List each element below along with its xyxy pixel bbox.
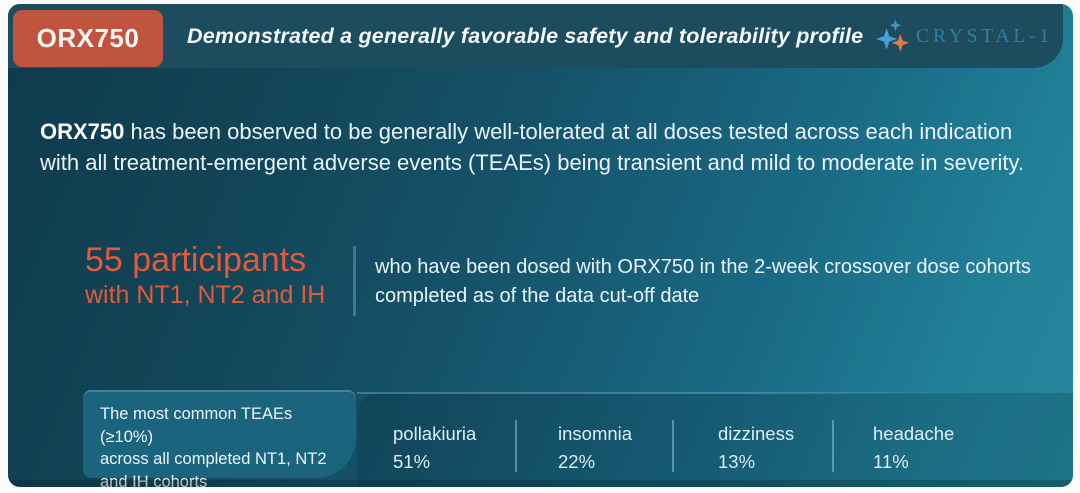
stat-name: headache bbox=[873, 423, 955, 444]
stat-divider bbox=[832, 420, 834, 472]
header-band bbox=[8, 4, 1063, 68]
teae-label-line-1: The most common TEAEs (≥10%) bbox=[100, 405, 293, 446]
crystal-logo-text: CRYSTAL-1 bbox=[916, 24, 1053, 47]
stat-insomnia bbox=[558, 420, 632, 476]
stat-name: insomnia bbox=[558, 423, 633, 444]
teae-label-line-2: across all completed NT1, NT2 bbox=[100, 450, 327, 468]
stat-dizziness bbox=[718, 420, 794, 476]
stat-value: 22% bbox=[558, 451, 596, 472]
stat-name: dizziness bbox=[718, 423, 795, 444]
participants-description-line-2: completed as of the data cut-off date bbox=[375, 284, 700, 307]
participants-description-line-1: who have been dosed with ORX750 in the 2-week crossover dose cohorts bbox=[375, 256, 1031, 278]
sparkle-icon bbox=[874, 17, 911, 55]
product-badge bbox=[13, 10, 163, 67]
stat-divider bbox=[515, 420, 517, 472]
stat-value: 13% bbox=[718, 451, 756, 472]
intro-lead: ORX750 bbox=[40, 119, 125, 144]
product-badge-label: ORX750 bbox=[36, 23, 140, 53]
participants-divider bbox=[353, 246, 356, 316]
stat-value: 11% bbox=[873, 451, 909, 472]
stat-value: 51% bbox=[393, 451, 431, 472]
slide-canvas bbox=[8, 4, 1073, 487]
intro-paragraph bbox=[40, 116, 1040, 178]
slide-title: Demonstrated a generally favorable safety and tolerability profile bbox=[187, 23, 864, 48]
participants-cohorts: with NT1, NT2 and IH bbox=[85, 281, 326, 309]
stat-headache bbox=[873, 420, 954, 476]
crystal-logo bbox=[874, 4, 1053, 68]
participants-count: 55 participants bbox=[85, 241, 307, 279]
teae-label-box bbox=[83, 390, 356, 487]
stat-pollakiuria bbox=[393, 420, 476, 476]
intro-line-1 bbox=[40, 116, 1040, 147]
teae-band-top-edge bbox=[357, 392, 979, 395]
intro-line-2: with all treatment-emergent adverse events (TEAEs) being transient and mild to moderate in severity. bbox=[40, 150, 1024, 175]
intro-line-1-rest: has been observed to be generally well-tolerated at all doses tested across each indication bbox=[124, 119, 1013, 144]
participants-description bbox=[375, 253, 1031, 310]
slide-bottom-edge-shade bbox=[8, 480, 1073, 487]
stat-name: pollakiuria bbox=[393, 423, 477, 444]
teae-label-line-3: and IH cohorts bbox=[100, 472, 208, 487]
stat-divider bbox=[672, 420, 674, 472]
